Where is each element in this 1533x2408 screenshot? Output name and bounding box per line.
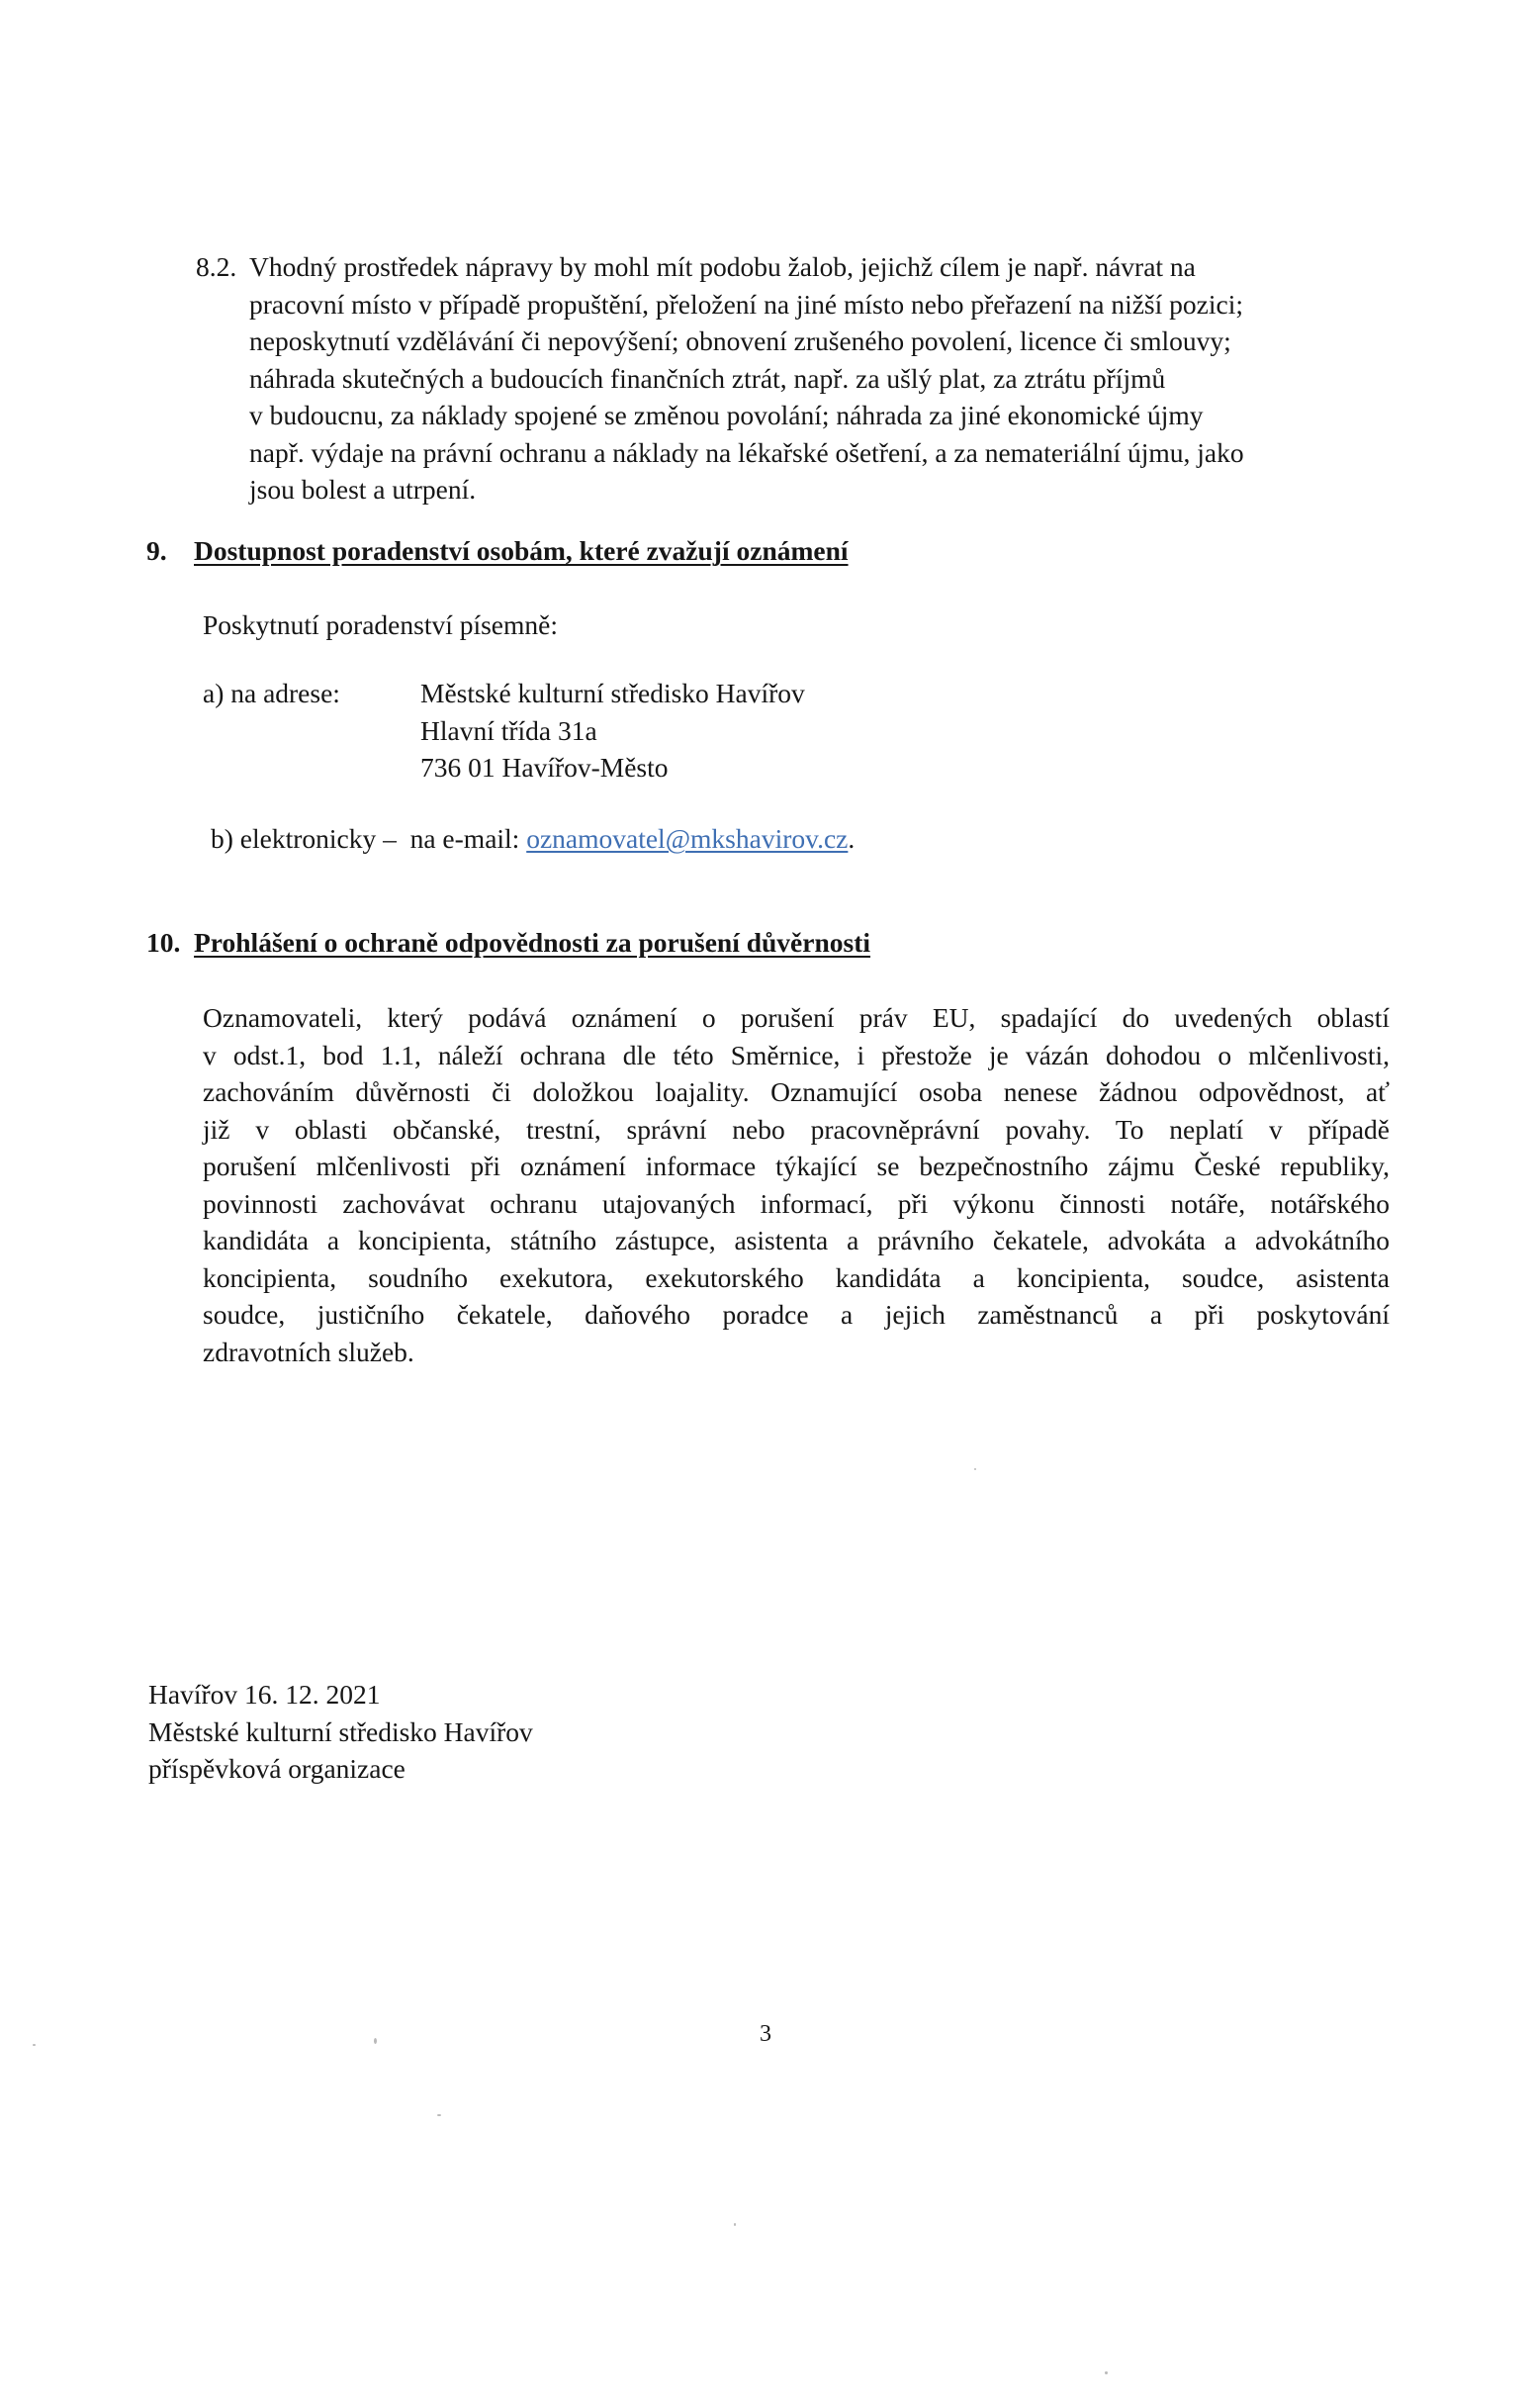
section-10-line: soudce, justičního čekatele, daňového poradce a jejich zaměstnanců a při poskytování <box>203 1299 1390 1330</box>
address-line: Hlavní třída 31a <box>420 714 597 746</box>
section-9-title: Dostupnost poradenství osobám, které zvažují oznámení <box>194 535 849 566</box>
section-10-line: povinnosti zachovávat ochranu utajovaných informací, při výkonu činnosti notáře, notářského <box>203 1187 1390 1219</box>
section-8-2-body <box>249 248 1385 509</box>
signature-block <box>148 1676 533 1788</box>
section-8-2-number: 8.2. <box>196 251 237 282</box>
section-10-line: v odst.1, bod 1.1, náleží ochrana dle této Směrnice, i přestože je vázán dohodou o mlčenlivosti, <box>203 1039 1390 1070</box>
signature-org-type: příspěvková organizace <box>148 1753 406 1784</box>
section-8-2-line: v budoucnu, za náklady spojené se změnou povolání; náhrada za jiné ekonomické újmy <box>249 400 1204 430</box>
section-10-line: koncipienta, soudního exekutora, exekutorského kandidáta a koncipienta, soudce, asistenta <box>203 1261 1390 1293</box>
section-10-line: již v oblasti občanské, trestní, správní nebo pracovněprávní povahy. To neplatí v případě <box>203 1113 1390 1145</box>
section-10-line: zdravotních služeb. <box>203 1336 414 1367</box>
option-a-label: a) na adrese: <box>203 678 340 708</box>
section-8-2-line: Vhodný prostředek nápravy by mohl mít podobu žalob, jejichž cílem je např. návrat na <box>249 251 1196 282</box>
section-10-line: kandidáta a koncipienta, státního zástupce, asistenta a právního čekatele, advokáta a advokátního <box>203 1225 1390 1255</box>
section-9-intro: Poskytnutí poradenství písemně: <box>203 609 559 640</box>
section-10-body <box>203 999 1390 1370</box>
signature-place-date: Havířov 16. 12. 2021 <box>148 1679 381 1710</box>
scan-speck <box>974 1468 976 1470</box>
section-9-heading <box>146 532 849 570</box>
page-number: 3 <box>760 2021 771 2047</box>
scan-speck <box>437 2114 441 2116</box>
email-link[interactable]: oznamovatel@mkshavirov.cz <box>526 823 849 854</box>
email-suffix: . <box>848 823 856 854</box>
scan-speck <box>1105 2371 1108 2374</box>
section-8-2-line: např. výdaje na právní ochranu a náklady na lékařské ošetření, a za nemateriální újmu, jako <box>249 436 1244 468</box>
section-8-2-line: náhrada skutečných a budoucích finančních ztrát, např. za ušlý plat, za ztrátu příjmů <box>249 362 1166 394</box>
section-9-number: 9. <box>146 535 167 566</box>
section-10-line: zachováním důvěrnosti či doložkou loajality. Oznamující osoba nenese žádnou odpovědnost, ať <box>203 1076 1390 1107</box>
section-10-number: 10. <box>146 927 181 958</box>
address-block <box>420 675 805 787</box>
scan-speck <box>33 2044 36 2046</box>
option-b-label: b) elektronicky – na e-mail: <box>211 823 527 854</box>
scan-speck <box>734 2223 736 2226</box>
section-8-2-line: neposkytnutí vzdělávání či nepovýšení; obnovení zrušeného povolení, licence či smlouvy; <box>249 325 1231 356</box>
section-10-heading <box>146 924 870 962</box>
signature-organization: Městské kulturní středisko Havířov <box>148 1715 533 1747</box>
option-b-line <box>211 820 855 858</box>
section-10-title: Prohlášení o ochraně odpovědnosti za porušení důvěrnosti <box>194 927 871 958</box>
section-8-2-line: pracovní místo v případě propuštění, přeložení na jiné místo nebo přeřazení na nižší pozici; <box>249 288 1243 320</box>
section-8-2-line: jsou bolest a utrpení. <box>249 474 477 505</box>
section-10-line: porušení mlčenlivosti při oznámení informace týkající se bezpečnostního zájmu České republiky, <box>203 1151 1390 1181</box>
section-10-line: Oznamovateli, který podává oznámení o porušení práv EU, spadající do uvedených oblastí <box>203 1002 1390 1033</box>
scan-speck <box>374 2038 377 2044</box>
address-line: 736 01 Havířov-Město <box>420 752 669 783</box>
address-line: Městské kulturní středisko Havířov <box>420 678 805 708</box>
